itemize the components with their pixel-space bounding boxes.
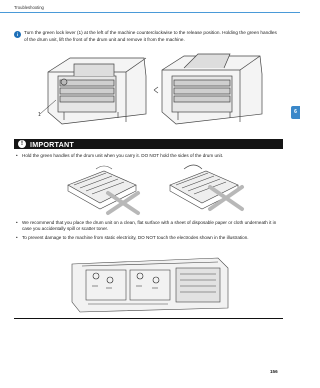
important-warning-icon: ! xyxy=(18,140,26,148)
bullet-text: We recommend that you place the drum unit on a clean, flat surface with a sheet of disposable paper or cloth underneath it in case you accidentally spill or scatter toner. xyxy=(22,220,277,232)
important-title: IMPORTANT xyxy=(30,140,74,149)
header-rule xyxy=(0,12,300,13)
step-number-icon: i xyxy=(14,31,21,38)
important-bullet-3 xyxy=(16,235,280,241)
printer-left-drawing xyxy=(48,58,146,124)
bullet-dot: • xyxy=(16,235,18,240)
bullet-dot: • xyxy=(16,153,18,158)
machine-interior-drawing xyxy=(72,258,228,312)
important-bullet-2 xyxy=(16,220,280,233)
bullet-dot: • xyxy=(16,220,18,225)
chapter-tab: 6 xyxy=(291,106,300,119)
electrodes-illustration xyxy=(68,254,232,314)
important-bullet-1 xyxy=(16,153,280,159)
page-number: 156 xyxy=(270,369,278,374)
printer-right-drawing xyxy=(154,54,262,124)
drum-handling-illustration xyxy=(60,163,250,217)
step-instruction: Turn the green lock lever (1) at the left of the machine counterclockwise to the release position. Holding the green handles of the drum unit, lift the front of the drum unit and remove it from the machine. xyxy=(24,30,277,42)
important-bottom-rule xyxy=(14,318,283,319)
figure-callout: 1 xyxy=(38,112,41,118)
bullet-text: Hold the green handles of the drum unit when you carry it. DO NOT hold the sides of the drum unit. xyxy=(22,153,224,158)
running-header: Troubleshooting xyxy=(14,5,44,10)
drum-unit-right-drawing xyxy=(170,165,238,209)
bullet-text: To prevent damage to the machine from static electricity, DO NOT touch the electrodes shown in the illustration. xyxy=(22,235,249,240)
printer-illustration xyxy=(34,50,274,132)
